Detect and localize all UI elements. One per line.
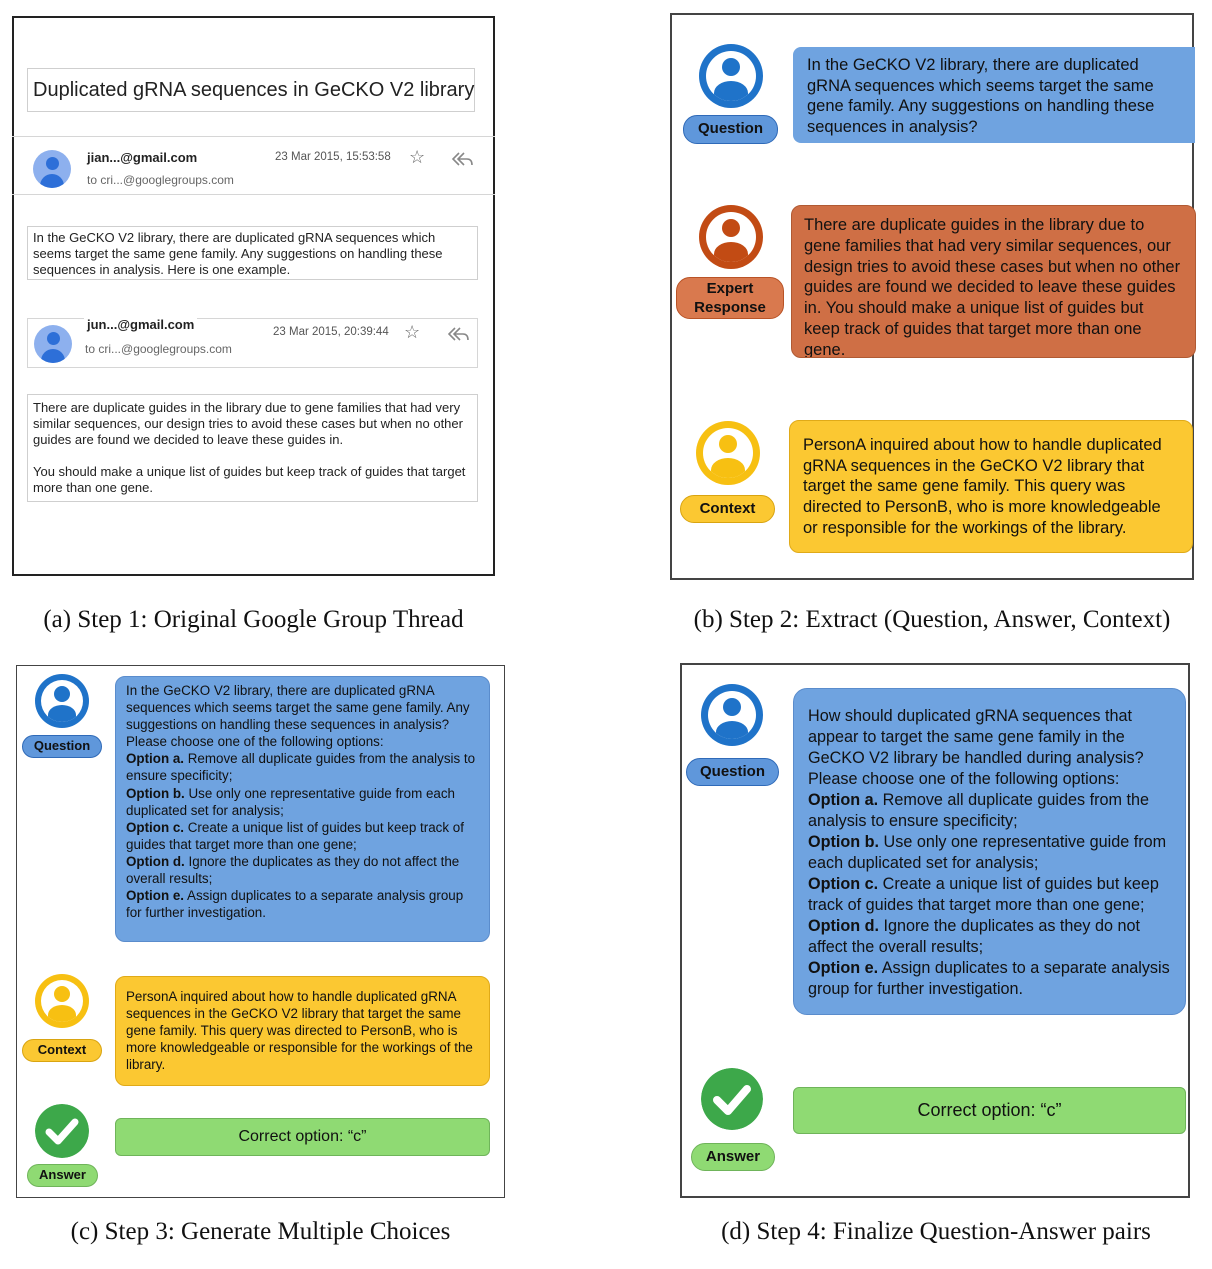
option-label: Option a.	[808, 791, 879, 809]
question-bubble	[115, 676, 490, 942]
option-item	[808, 958, 1171, 1000]
reply-all-icon[interactable]	[448, 326, 470, 342]
option-item	[126, 853, 479, 887]
context-label: Context	[22, 1039, 102, 1062]
user-icon	[699, 205, 763, 269]
option-label: Option a.	[126, 751, 185, 767]
star-icon[interactable]: ☆	[404, 322, 421, 342]
option-text: Ignore the duplicates as they do not affect the overall results;	[126, 853, 460, 887]
user-icon	[696, 421, 760, 485]
option-text: Assign duplicates to a separate analysis group for further investigation.	[808, 959, 1170, 998]
question-label: Question	[686, 758, 779, 786]
option-text: Remove all duplicate guides from the analysis to ensure specificity;	[808, 791, 1149, 830]
user-icon	[35, 974, 89, 1028]
option-list	[126, 750, 479, 921]
email-header	[12, 136, 495, 195]
option-item	[808, 790, 1171, 832]
panel-generate-choices	[16, 665, 505, 1198]
answer-label: Answer	[27, 1164, 98, 1187]
option-text: Use only one representative guide from each duplicated set for analysis;	[808, 833, 1167, 872]
question-label: Question	[683, 115, 778, 144]
avatar	[33, 150, 71, 188]
email-header	[27, 318, 478, 368]
sender: jian...@gmail.com	[87, 150, 198, 165]
recipient: to cri...@googlegroups.com	[85, 342, 232, 356]
caption-b: (b) Step 2: Extract (Question, Answer, Context)	[693, 606, 1171, 633]
panel-google-group-thread	[12, 16, 495, 576]
panel-finalize	[680, 663, 1190, 1198]
context-label: Context	[680, 495, 775, 523]
option-text: Remove all duplicate guides from the analysis to ensure specificity;	[126, 751, 476, 784]
option-label: Option e.	[808, 959, 879, 977]
user-icon	[35, 674, 89, 728]
option-text: Ignore the duplicates as they do not affect the overall results;	[808, 917, 1141, 956]
option-item	[126, 819, 479, 853]
timestamp: 23 Mar 2015, 20:39:44	[273, 326, 389, 338]
option-label: Option b.	[126, 785, 185, 801]
option-label: Option d.	[126, 853, 185, 869]
context-bubble: PersonA inquired about how to handle duplicated gRNA sequences in the GeCKO V2 library that target the same gene family. This query was directed to PersonB, who is more knowledgeable or responsible for the workings of the library.	[115, 976, 490, 1086]
email-body: There are duplicate guides in the library due to gene families that had very similar sequences, our design tries to avoid these cases but when no other guides are found we decided to leave these guides in. You should make a unique list of guides but keep track of guides that target more than one gene.	[27, 394, 478, 502]
option-item	[126, 887, 479, 921]
option-label: Option d.	[808, 917, 880, 935]
option-list	[808, 790, 1171, 1000]
timestamp: 23 Mar 2015, 15:53:58	[275, 151, 391, 163]
check-icon	[35, 1104, 89, 1158]
reply-all-icon[interactable]	[452, 151, 474, 167]
answer-box: Correct option: “c”	[793, 1087, 1186, 1134]
option-label: Option e.	[126, 888, 185, 904]
caption-a: (a) Step 1: Original Google Group Thread	[43, 606, 464, 633]
option-label: Option b.	[808, 833, 880, 851]
user-icon	[701, 684, 763, 746]
option-item	[126, 750, 479, 784]
option-text: Assign duplicates to a separate analysis group for further investigation.	[126, 888, 464, 921]
panel-extract	[670, 13, 1194, 580]
caption-c: (c) Step 3: Generate Multiple Choices	[70, 1218, 451, 1245]
option-text: Create a unique list of guides but keep track of guides that target more than one gene;	[808, 875, 1159, 914]
email-body: In the GeCKO V2 library, there are duplicated gRNA sequences which seems target the same gene family. Any suggestions on handling these sequences in analysis. Here is one example.	[27, 226, 478, 280]
option-item	[808, 832, 1171, 874]
expert-response-bubble: There are duplicate guides in the library due to gene families that had very similar sequences, our design tries to avoid these cases but when no other guides are found we decided to leave these guides in. You should make a unique list of guides but keep track of guides that target more than one gene.	[791, 205, 1196, 358]
choose-prompt: Please choose one of the following options:	[808, 770, 1120, 788]
answer-box: Correct option: “c”	[115, 1118, 490, 1156]
recipient: to cri...@googlegroups.com	[87, 173, 234, 187]
question-bubble	[793, 688, 1186, 1015]
star-icon[interactable]: ☆	[409, 147, 426, 167]
caption-d: (d) Step 4: Finalize Question-Answer pairs	[721, 1218, 1151, 1245]
expert-response-label-text: Expert Response	[694, 280, 766, 316]
option-item	[126, 785, 479, 819]
answer-label: Answer	[691, 1143, 775, 1171]
option-label: Option c.	[808, 875, 879, 893]
option-text: Create a unique list of guides but keep track of guides that target more than one gene;	[126, 819, 464, 852]
expert-response-label	[676, 277, 784, 319]
choose-prompt: Please choose one of the following options:	[126, 734, 384, 750]
question-bubble: In the GeCKO V2 library, there are duplicated gRNA sequences which seems target the same gene family. Any suggestions on handling these sequences in analysis?	[793, 47, 1195, 143]
question-text: In the GeCKO V2 library, there are duplicated gRNA sequences which seems target the same gene family. Any suggestions on handling these sequences in analysis?	[126, 683, 470, 733]
context-bubble: PersonA inquired about how to handle duplicated gRNA sequences in the GeCKO V2 library that target the same gene family. This query was directed to PersonB, who is more knowledgeable or responsible for the workings of the library.	[789, 420, 1193, 553]
avatar	[34, 325, 72, 363]
option-text: Use only one representative guide from each duplicated set for analysis;	[126, 785, 455, 818]
option-item	[808, 874, 1171, 916]
question-text: How should duplicated gRNA sequences that appear to target the same gene family in the GeCKO V2 library be handled during analysis?	[808, 707, 1144, 767]
user-icon	[699, 44, 763, 108]
check-icon	[701, 1068, 763, 1130]
option-label: Option c.	[126, 819, 185, 835]
sender: jun...@gmail.com	[84, 317, 197, 332]
question-label: Question	[22, 735, 102, 758]
thread-title: Duplicated gRNA sequences in GeCKO V2 library	[27, 68, 475, 112]
option-item	[808, 916, 1171, 958]
